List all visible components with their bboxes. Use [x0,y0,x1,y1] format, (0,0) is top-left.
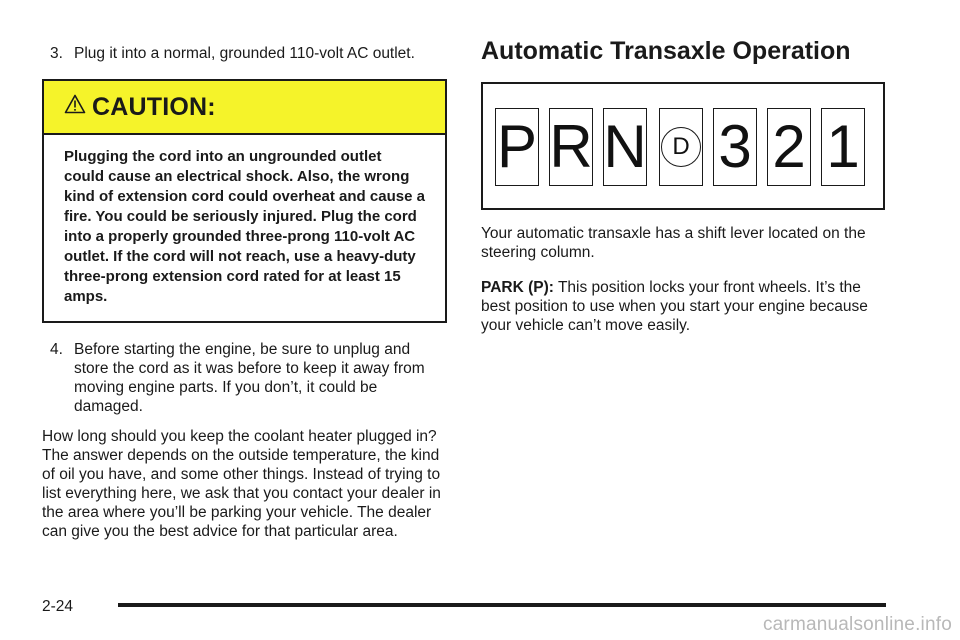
gear-d-circle: D [661,127,701,167]
caution-header [44,81,445,135]
step-4-text: Before starting the engine, be sure to unplug and store the cord as it was before to keep it away from moving engine parts. If you don’t, it could be damaged. [74,341,425,415]
footer-rule [118,603,886,607]
park-label: PARK (P): [481,278,554,296]
section-heading: Automatic Transaxle Operation [481,37,851,65]
step-3 [42,44,447,63]
gear-d [659,108,703,186]
left-column [42,44,447,557]
park-paragraph [481,278,886,335]
park-text: This position locks your front wheels. It’s the best position to use when you start your engine because your vehicle can’t move easily. [481,278,868,334]
gear-p: P [495,108,539,186]
gear-n: N [603,108,647,186]
step-4-number: 4. [50,341,63,358]
shift-indicator-diagram [481,82,885,210]
gear-1: 1 [821,108,865,186]
gear-3: 3 [713,108,757,186]
page-number: 2-24 [42,598,74,615]
caution-text: Plugging the cord into an ungrounded outlet could cause an electrical shock. Also, the wrong kind of extension cord could overheat and cause a fire. You could be seriously injured. Plug the cord into a properly grounded three-prong 110-volt AC outlet. If the cord will not reach, use a heavy-duty three-prong extension cord rated for at least 15 amps. [64,148,425,305]
coolant-heater-paragraph: How long should you keep the coolant heater plugged in? The answer depends on the outside temperature, the kind of oil you have, and some other things. Instead of trying to list everything here, we ask that you contact your dealer in the area where you’ll be parking your vehicle. The dealer can give you the best advice for that particular area. [42,428,441,540]
step-3-number: 3. [50,45,63,62]
watermark: carmanualsonline.info [762,614,952,635]
step-4 [42,340,447,416]
warning-triangle-icon [64,94,86,114]
caution-box [42,79,447,323]
transaxle-intro: Your automatic transaxle has a shift lever located on the steering column. [481,225,866,261]
right-column [481,37,886,350]
caution-title: CAUTION: [92,92,216,121]
gear-2: 2 [767,108,811,186]
step-3-text: Plug it into a normal, grounded 110-volt AC outlet. [74,45,415,62]
gear-r: R [549,108,593,186]
